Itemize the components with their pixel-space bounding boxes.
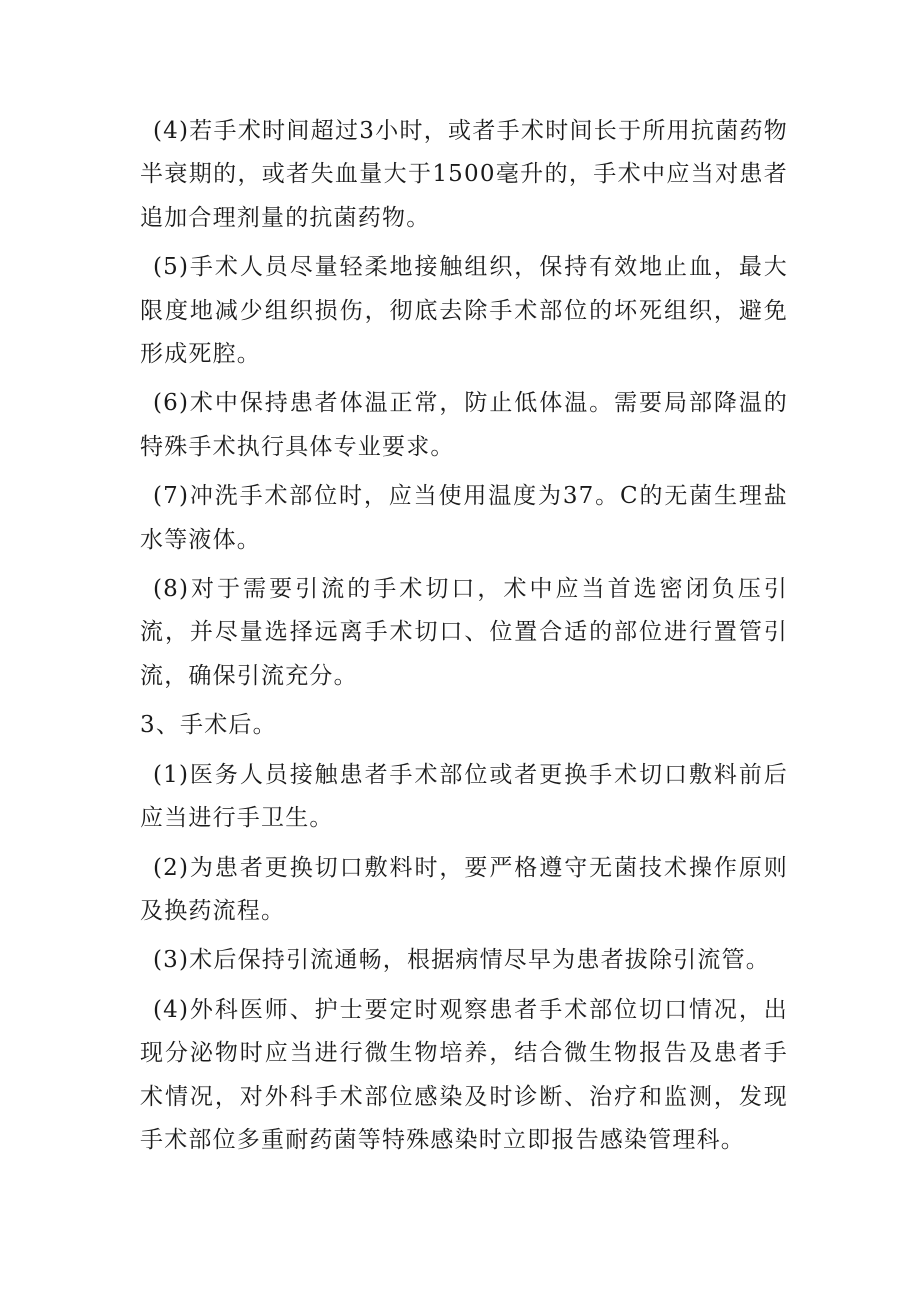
- paragraph-postop-1: (1)医务人员接触患者手术部位或者更换手术切口敷料前后应当进行手卫生。: [140, 761, 788, 832]
- paragraph-intraop-7: (7)冲洗手术部位时，应当使用温度为37。C的无菌生理盐水等液体。: [140, 483, 788, 553]
- paragraph-intraop-6: (6)术中保持患者体温正常，防止低体温。需要局部降温的特殊手术执行具体专业要求。: [140, 390, 788, 460]
- paragraph-intraop-8: (8)对于需要引流的手术切口，术中应当首选密闭负压引流，并尽量选择远离手术切口、位置合适的部位进行置管引流，确保引流充分。: [140, 576, 788, 689]
- paragraph-intraop-4: (4)若手术时间超过3小时，或者手术时间长于所用抗菌药物半衰期的，或者失血量大于1500毫升的，手术中应当对患者追加合理剂量的抗菌药物。: [140, 118, 788, 231]
- section-heading-postop: 3、手术后。: [140, 712, 277, 739]
- paragraph-postop-4: (4)外科医师、护士要定时观察患者手术部位切口情况，出现分泌物时应当进行微生物培养，结合微生物报告及患者手术情况，对外科手术部位感染及时诊断、治疗和监测，发现手术部位多重耐药菌等特殊感染时立即报告感染管理科。: [140, 996, 788, 1153]
- paragraph-postop-2: (2)为患者更换切口敷料时，要严格遵守无菌技术操作原则及换药流程。: [140, 854, 788, 924]
- document-body: [140, 110, 788, 1162]
- paragraph-intraop-5: (5)手术人员尽量轻柔地接触组织，保持有效地止血，最大限度地减少组织损伤，彻底去除手术部位的坏死组织，避免形成死腔。: [140, 254, 788, 368]
- paragraph-postop-3: (3)术后保持引流通畅，根据病情尽早为患者拔除引流管。: [153, 947, 770, 974]
